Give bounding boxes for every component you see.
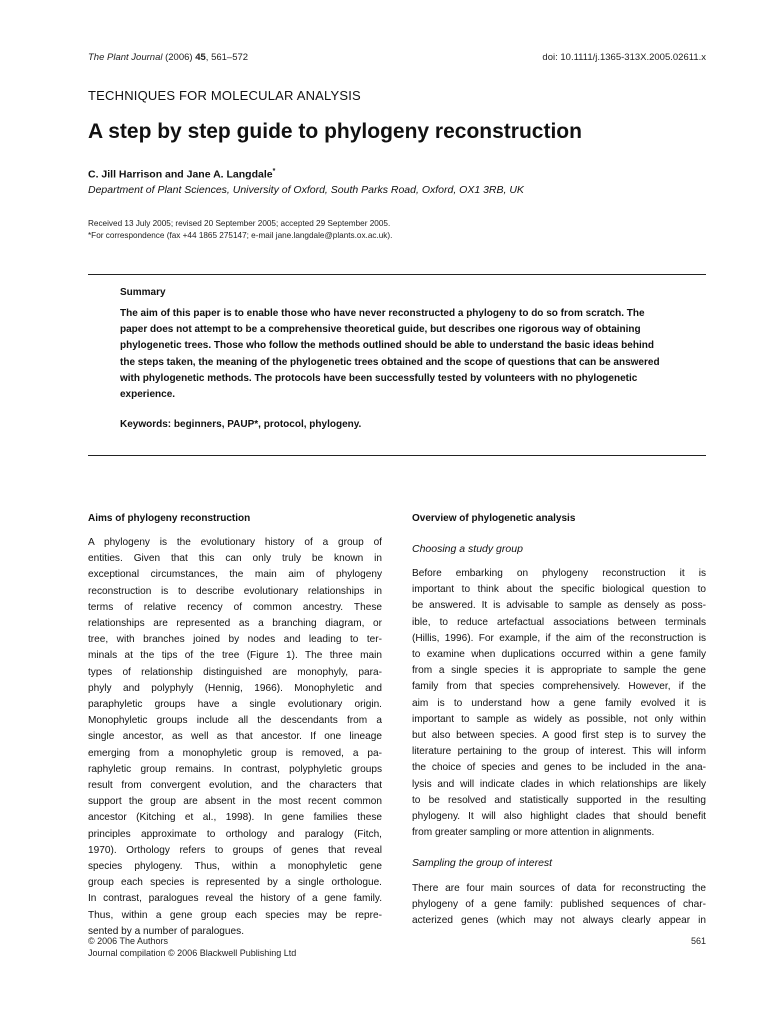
affiliation: Department of Plant Sciences, University of Oxford, South Parks Road, Oxford, OX1 3RB, UK <box>88 184 524 196</box>
text-line: important to sample as widely as possible, not only within <box>412 713 706 725</box>
text-line: lysis and will indicate clades in which relationships are likely <box>412 778 706 790</box>
subsection-heading-sampling: Sampling the group of interest <box>412 857 553 869</box>
text-line: emerging from a monophyletic group is removed, a pa- <box>88 747 382 759</box>
text-line: phyly and polyphyly (Hennig, 1966). Monophyletic and <box>88 682 382 694</box>
text-line: sented by a number of paralogues. <box>88 925 244 937</box>
text-line: aim is to understand how a gene family evolved it is <box>412 697 706 709</box>
text-line: tree, with branches joined by nodes and leading to ter- <box>88 634 382 646</box>
text-line: paraphyletic groups have a single evolutionary origin. <box>88 699 382 711</box>
received-dates: Received 13 July 2005; revised 20 September 2005; accepted 29 September 2005. <box>88 219 391 228</box>
text-line: exceptional circumstances, the main aim of phylogeny <box>88 569 382 581</box>
journal-pages: , 561–572 <box>205 52 249 63</box>
right-section-heading: Overview of phylogenetic analysis <box>412 513 576 524</box>
text-line: There are four main sources of data for reconstructing the <box>412 883 706 894</box>
author-names: C. Jill Harrison and Jane A. Langdale <box>88 168 273 181</box>
text-line: principles approximate to orthology and paralogy (Fitch, <box>88 828 382 840</box>
text-line: In contrast, paralogues reveal the history of a gene family. <box>88 893 382 905</box>
text-line: species phylogeny. Thus, within a monophyletic gene <box>88 861 382 873</box>
text-line: (Hillis, 1996). For example, if the aim of the reconstruction is <box>412 632 706 644</box>
page-number: 561 <box>690 936 706 946</box>
right-column-text-1 <box>412 566 706 841</box>
text-line: relationships are represented as a branching diagram, or <box>88 618 382 630</box>
text-line: the choice of species and genes to be included in the ana- <box>412 762 706 774</box>
keywords-list: beginners, PAUP*, protocol, phylogeny. <box>173 419 362 430</box>
copyright-line: © 2006 The Authors <box>88 936 169 946</box>
summary-top-rule <box>88 274 706 275</box>
text-line: A phylogeny is the evolutionary history of a group of <box>88 537 382 548</box>
text-line: important to think about the specific biological question to <box>412 584 706 596</box>
text-line: minals at the tips of the tree (Figure 1). The three main <box>88 650 382 662</box>
text-line: to examine when duplications occurred within a gene family <box>412 649 706 661</box>
text-line: raphyletic group remains. In contrast, polyphyletic groups <box>88 763 382 775</box>
footer-copyright <box>88 936 296 959</box>
compilation-line: Journal compilation © 2006 Blackwell Publishing Ltd <box>88 947 297 958</box>
text-line: group each species is represented by a single orthologue. <box>88 877 382 889</box>
text-line: types of relationship distinguished are monophyly, para- <box>88 666 382 678</box>
text-line: result from convergent evolution, and the characters that <box>88 780 382 792</box>
journal-volume: 45 <box>195 52 206 63</box>
text-line: Thus, within a gene group each species may be repre- <box>88 909 382 921</box>
correspondence-note: *For correspondence (fax +44 1865 275147; e-mail jane.langdale@plants.ox.ac.uk). <box>88 231 393 240</box>
journal-name: The Plant Journal <box>88 52 163 63</box>
text-line: phylogeny of a gene family: published sequences of char- <box>412 899 706 911</box>
text-line: but also between species. A good first step is to survey the <box>412 730 706 742</box>
text-line: entities. Given that this can only truly be known in <box>88 553 382 565</box>
text-line: acterized genes (which may not always clearly appear in <box>412 915 706 927</box>
right-column-text-2 <box>412 881 706 930</box>
text-line: single ancestor, as well as that ancestor. If one lineage <box>88 731 382 743</box>
text-line: from greater sampling or more attention in alignments. <box>412 827 655 839</box>
paper-title: A step by step guide to phylogeny reconstruction <box>88 120 582 143</box>
subsection-heading-study-group: Choosing a study group <box>412 543 523 555</box>
text-line: ible, to reduce artefactual associations between terminals <box>412 616 706 628</box>
left-column-text <box>88 535 382 940</box>
keywords-label: Keywords: <box>120 419 172 430</box>
left-section-heading: Aims of phylogeny reconstruction <box>88 513 251 524</box>
text-line: terms of relative recency of common ancestry. These <box>88 601 382 613</box>
summary-heading: Summary <box>120 287 166 298</box>
section-kicker: TECHNIQUES FOR MOLECULAR ANALYSIS <box>88 88 361 103</box>
text-line: family from that species comprehensively. However, if the <box>412 681 706 693</box>
text-line: Before embarking on phylogeny reconstruction it is <box>412 568 706 579</box>
running-header-citation <box>88 52 248 63</box>
text-line: support the group are absent in the most recent common <box>88 796 382 808</box>
text-line: 1970). Orthology refers to groups of genes that reveal <box>88 844 382 856</box>
journal-year: (2006) <box>165 52 193 63</box>
author-list <box>88 168 275 181</box>
text-line: be answered. It is advisable to sample as densely as poss- <box>412 600 706 612</box>
running-header-doi: doi: 10.1111/j.1365-313X.2005.02611.x <box>542 52 706 63</box>
text-line: phylogeny. It will also highlight clades that should benefit <box>412 811 706 823</box>
text-line: literature pertaining to the group of interest. This will inform <box>412 746 706 758</box>
text-line: Monophyletic groups include all the descendants from a <box>88 715 382 727</box>
summary-bottom-rule <box>88 455 706 456</box>
text-line: from a single species it is appropriate to sample the gene <box>412 665 706 677</box>
keywords <box>120 419 361 430</box>
text-line: to be resolved and statistically supported in the resulting <box>412 794 706 806</box>
corresponding-mark: * <box>272 168 276 175</box>
text-line: ancestor (Kitching et al., 1998). In gene families these <box>88 812 382 824</box>
text-line: reconstruction is to describe evolutionary relationships in <box>88 585 382 597</box>
summary-body: The aim of this paper is to enable those who have never reconstructed a phylogeny to do so from scratch. The paper does not attempt to be a comprehensive theoretical guide, but describes one rigorous way of obtaining phylogenetic trees. Those who follow the methods outlined should be able to understand the basic ideas behind the steps taken, the meaning of the phylogenetic trees obtained and the scope of questions that can be answered with phylogenetic methods. The protocols have been successfully tested by volunteers with no phylogenetic experience. <box>120 308 660 401</box>
